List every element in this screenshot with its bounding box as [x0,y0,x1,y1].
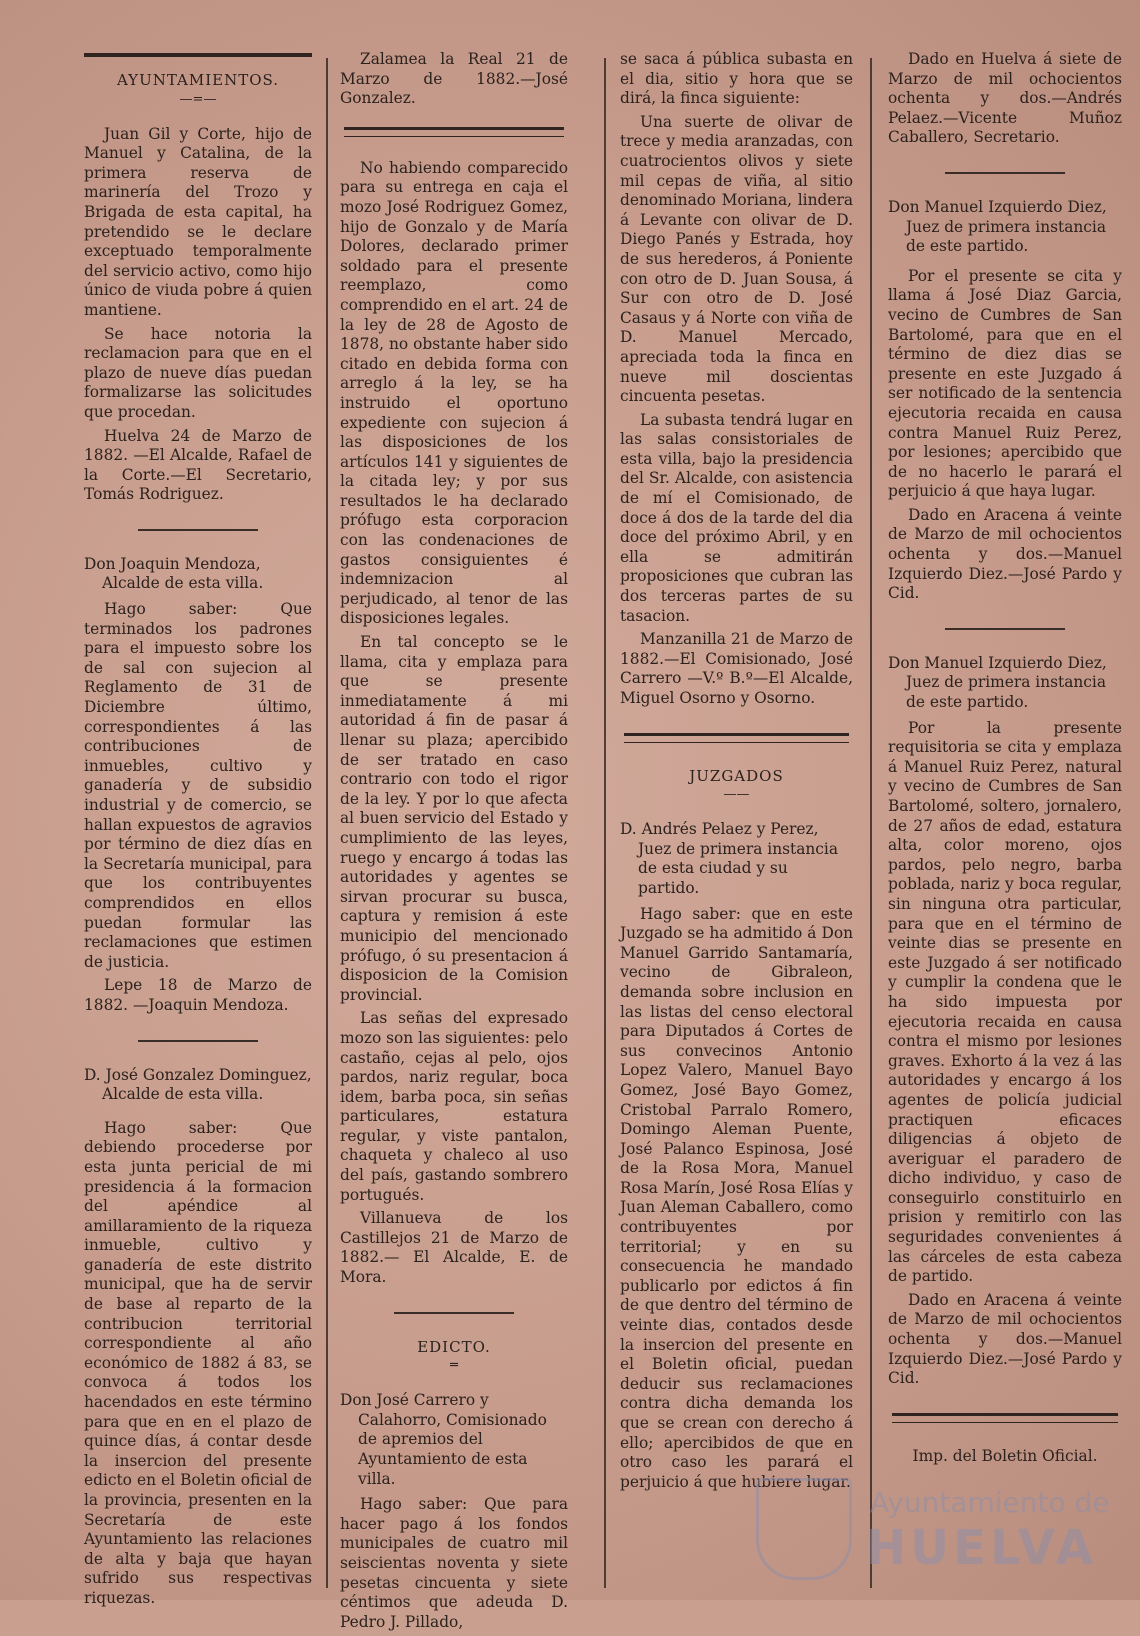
notice-title: D. Andrés Pelaez y Perez, Juez de primera instancia de esta ciudad y su partido. [620,820,839,897]
notice-body: Hago saber: que en este Juzgado se ha admitido á Don Manuel Garrido Santamaría, vecino de Gibraleon, demanda sobre inclusion en las listas del censo electoral para Diputados á Cortes de sus convecinos Antonio Lopez Valero, Manuel Bayo Gomez, José Bayo Gomez, Cristobal Parralo Romero, Domingo Aleman Puente, José Palanco Espinosa, José de la Rosa Mora, Manuel Rosa Marín, José Rosa Elías y Juan Aleman Caballero, como contribuyentes por territorial; y en su consecuencia he mandado publicarlo por edictos á fin de que dentro del término de veinte dias, contados desde la insercion del presente en el Boletin oficial, puedan deducir sus reclamaciones contra dicha demanda los que se crean con derecho á ello; apercibidos de que en otro caso les parará el perjuicio á que hubiere lugar. [620,904,853,1491]
column-4 [888,50,1122,1470]
notice-signature: Lepe 18 de Marzo de 1882. —Joaquin Mendoza. [84,976,312,1014]
top-rule [84,53,312,57]
heading-ornament: ═ [450,1358,458,1374]
separator-rule [945,628,1065,630]
notice-body: Juan Gil y Corte, hijo de Manuel y Catalina, de la primera reserva de marinería del Trozo y Brigada de esta capital, ha pretendido se le declare exceptuado temporalmente del servicio activo, como hijo único de viuda pobre á quien mantiene. [84,124,312,319]
archive-watermark [748,1472,1118,1582]
separator-rule [945,172,1065,174]
notice-title: Don Manuel Izquierdo Diez, Juez de primera instancia de este partido. [888,653,1107,712]
ayuntamientos-heading: AYUNTAMIENTOS. [116,71,280,89]
column-2 [340,50,568,1636]
edicto-heading: EDICTO. [417,1337,491,1356]
notice-paragraph: Se hace notoria la reclamacion para que en el plazo de nueve días puedan formalizarse las solicitudes que procedan. [84,324,312,421]
notice-paragraph: Una suerte de olivar de trece y media aranzadas, con cuatrocientos olivos y siete mil cepas de viña, al sitio denominado Moriana, lindera á Levante con olivar de D. Diego Panés y Estrada, hoy de sus herederos, á Poniente con otro de D. Juan Sousa, á Sur con otro de D. José Casaus y á Norte con viña de D. Manuel Mercado, apreciada toda la finca en nueve mil doscientas cincuenta pesetas. [620,112,853,406]
double-rule [344,127,564,137]
watermark-line-2: HUELVA [866,1520,1097,1576]
notice-body: Hago saber: Que para hacer pago á los fondos municipales de cuatro mil seiscientas noventa y siete pesetas cincuenta y siete céntimos que adeuda D. Pedro J. Pillado, [340,1495,568,1631]
notice-signature: Huelva 24 de Marzo de 1882. —El Alcalde, Rafael de la Corte.—El Secretario, Tomás Rodriguez. [84,426,312,504]
notice-paragraph: Las señas del expresado mozo son las siguientes: pelo castaño, cejas al pelo, ojos pardos, nariz regular, boca idem, barba poca, sin señas particulares, estatura regular, y viste pantalon, chaqueta y chaleco al uso del país, gastando sombrero portugués. [340,1009,568,1204]
column-rule-3 [870,58,872,1588]
column-3 [620,50,853,1496]
notice-paragraph: La subasta tendrá lugar en las salas consistoriales de esta villa, bajo la presidencia del Sr. Alcalde, con asistencia de mí el Comisionado, de doce á dos de la tarde del dia doce del próximo Abril, y en ella se admitirán proposiciones que cubran las dos terceras partes de su tasacion. [620,410,853,625]
double-rule [624,733,849,743]
column-rule-1 [326,58,328,1588]
juzgados-heading: JUZGADOS [689,766,784,785]
notice-body: Por el presente se cita y llama á José Diaz Garcia, vecino de Cumbres de San Bartolomé, para que en el término de diez dias se presente en este Juzgado á ser notificado de la sentencia ejecutoria recaida en causa contra Manuel Ruiz Perez, por lesiones; apercibido que de no hacerlo le parará el perjuicio á que haya lugar. [888,266,1122,501]
notice-title: Don José Carrero y Calahorro, Comisionado de apremios del Ayuntamiento de esta villa. [340,1391,547,1488]
coat-of-arms-icon [756,1478,852,1580]
watermark-line-1: Ayuntamiento de [870,1486,1110,1519]
separator-rule [394,1312,514,1314]
notice-signature: Dado en Aracena á veinte de Marzo de mil ochocientos ochenta y dos.—Manuel Izquierdo Diez.—José Pardo y Cid. [888,1290,1122,1388]
notice-signature: Dado en Huelva á siete de Marzo de mil ochocientos ochenta y dos.—Andrés Pelaez.—Vicente Muñoz Caballero, Secretario. [888,50,1122,147]
notice-body: Hago saber: Que debiendo procederse por esta junta pericial de mi presidencia á la formacion del apéndice al amillaramiento de la riqueza inmueble, cultivo y ganadería de este distrito municipal, que ha de servir de base al reparto de la contribucion territorial correspondiente al año económico de 1882 á 83, se convoca á todos los hacendados en este término para que en en el plazo de quince días, á contar desde la insercion del presente edicto en el Boletin oficial de la provincia, presenten en la Secretaría de este Ayuntamiento las relaciones de alta y baja que hayan sufrido sus respectivas riquezas. [84,1118,312,1607]
notice-title: Don Manuel Izquierdo Diez, Juez de primera instancia de este partido. [888,197,1107,256]
notice-signature: Dado en Aracena á veinte de Marzo de mil ochocientos ochenta y dos.—Manuel Izquierdo Diez.—José Pardo y Cid. [888,505,1122,603]
notice-signature: Zalamea la Real 21 de Marzo de 1882.—José Gonzalez. [340,50,568,108]
notice-body: se saca á pública subasta en el dia, sitio y hora que se dirá, la finca siguiente: [620,50,853,108]
column-rule-2 [604,58,606,1588]
separator-rule [138,529,258,531]
heading-ornament: —— [723,787,750,803]
heading-ornament: —=— [179,91,217,107]
notice-body: Hago saber: Que terminados los padrones para el impuesto sobre los de sal con sujecion al Reglamento de 31 de Diciembre último, correspondientes á las contribuciones de inmuebles, cultivo y ganadería y de subsidio industrial y de comercio, se hallan expuestos de agravios por término de diez días en la Secretaría municipal, para que los contribuyentes comprendidos en ellos puedan formular las reclamaciones que estimen de justicia. [84,600,312,971]
notice-body: Por la presente requisitoria se cita y emplaza á Manuel Ruiz Perez, natural y vecino de Cumbres de San Bartolomé, soltero, jornalero, de 27 años de edad, estatura alta, color moreno, ojos pardos, pelo negro, barba poblada, nariz y boca regular, sin ninguna otra particular, para que en el término de veinte dias se presente en este Juzgado á ser notificado y cumplir la condena que le ha sido impuesta por ejecutoria recaida en causa contra el mismo por lesiones graves. Exhorto á la vez á las autoridades y encargo á los agentes de policía judicial practiquen eficaces diligencias á objeto de averiguar el paradero de dicho individuo, y caso de conseguirlo constituirlo en prision y remitirlo con las seguridades convenientes á las cárceles de esta cabeza de partido. [888,718,1122,1286]
double-rule [892,1413,1118,1423]
imprint: Imp. del Boletin Oficial. [912,1446,1098,1465]
notice-paragraph: En tal concepto se le llama, cita y emplaza para que se presente inmediatamente á mi autoridad á fin de pasar á llenar su plaza; apercibido de ser tratado en caso contrario con todo el rigor de la ley. Y por lo que afecta al buen servicio del Estado y cumplimiento de las leyes, ruego y encargo á todas las autoridades y agentes se sirvan procurar su busca, captura y remision á este municipio del mencionado prófugo, ó su presentacion á disposicion de la Comision provincial. [340,633,568,1004]
column-1 [84,50,312,1613]
separator-rule [138,1040,258,1042]
notice-body: No habiendo comparecido para su entrega en caja el mozo José Rodriguez Gomez, hijo de Gonzalo y de María Dolores, declarado primer soldado para el presente reemplazo, como comprendido en el art. 24 de la ley de 28 de Agosto de 1878, no obstante haber sido citado en debida forma con arreglo á la ley, se ha instruido el oportuno expediente con sujecion á las disposiciones de los artículos 141 y siguientes de la citada ley; y por sus resultados le ha declarado prófugo esta corporacion con las condenaciones de gastos consiguientes é indemnizacion al perjudicado, al tenor de las disposiciones legales. [340,158,568,628]
notice-title: D. José Gonzalez Dominguez, Alcalde de esta villa. [84,1065,312,1104]
notice-signature: Villanueva de los Castillejos 21 de Marzo de 1882.— El Alcalde, E. de Mora. [340,1209,568,1287]
notice-signature: Manzanilla 21 de Marzo de 1882.—El Comisionado, José Carrero —V.º B.º—El Alcalde, Miguel Osorno y Osorno. [620,630,853,707]
notice-title: Don Joaquin Mendoza, Alcalde de esta villa. [84,554,264,593]
